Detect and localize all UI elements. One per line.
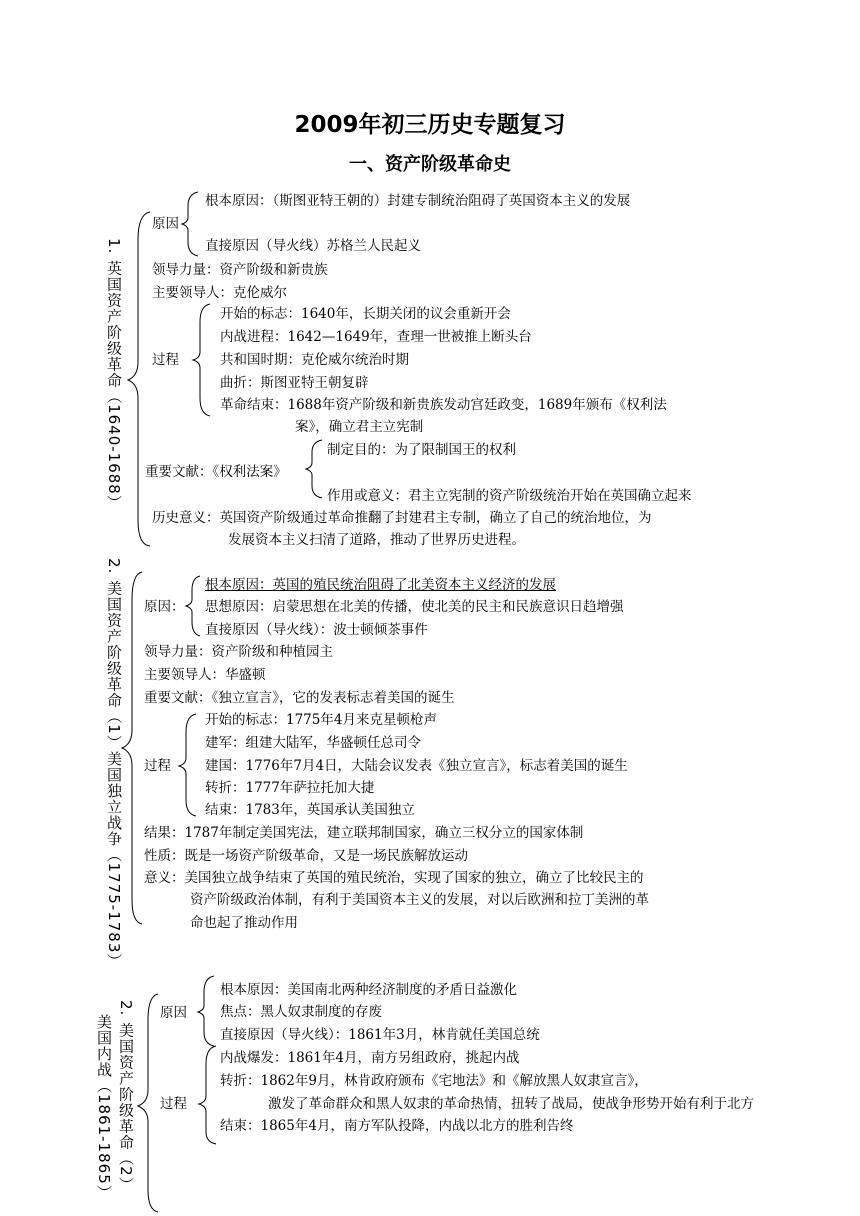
s2-process-label: 过程 [144,758,171,774]
s1-document-label: 重要文献：《权利法案》 [145,464,287,480]
s3-process-2a: 转折：1862年9月，林肯政府颁布《宅地法》和《解放黑人奴隶宣言》， [220,1073,648,1089]
s2-leader: 主要领导人：华盛顿 [144,667,266,683]
s1-document-purpose: 制定目的：为了限制国王的权利 [327,442,516,458]
s2-process-2: 建军：组建大陆军，华盛顿任总司令 [205,735,421,751]
s2-nature: 性质：既是一场资产阶级革命，又是一场民族解放运动 [144,848,468,864]
s2-cause-idea: 思想原因：启蒙思想在北美的传播，使北美的民主和民族意识日趋增强 [205,599,624,615]
s1-process-1: 开始的标志：1640年，长期关闭的议会重新开会 [220,306,511,322]
s3-process-2b: 激发了革命群众和黑人奴隶的革命热情，扭转了战局，使战争形势开始有利于北方 [268,1096,754,1112]
s1-cause-direct: 直接原因（导火线）苏格兰人民起义 [205,238,421,254]
page-title: 2009年初三历史专题复习 [294,112,566,138]
s2-significance-c: 命也起了推动作用 [190,915,298,931]
s3-cause-direct: 直接原因（导火线）：1861年3月，林肯就任美国总统 [220,1027,540,1043]
s1-process-5a: 革命结束：1688年资产阶级和新贵族发动宫廷政变，1689年颁布《权利法 [220,397,667,413]
s2-process-1: 开始的标志：1775年4月来克星顿枪声 [205,712,437,728]
s2-process-5: 结束：1783年，英国承认美国独立 [205,802,415,818]
section-3-side-label-b: 美国内战（1861-1865） [95,1014,113,1201]
s1-cause-root: 根本原因：（斯图亚特王朝的）封建专制统治阻碍了英国资本主义的发展 [205,193,631,209]
s2-cause-label: 原因： [144,599,185,615]
s2-result: 结果：1787年制定美国宪法，建立联邦制国家，确立三权分立的国家体制 [144,825,584,841]
s2-document: 重要文献：《独立宣言》，它的发表标志着美国的诞生 [144,690,455,706]
s1-process-3: 共和国时期：克伦威尔统治时期 [220,352,409,368]
s2-leader-force: 领导力量：资产阶级和种植园主 [144,644,333,660]
s2-process-3: 建国：1776年7月4日，大陆会议发表《独立宣言》，标志着美国的诞生 [205,758,628,774]
s1-process-label: 过程 [152,352,179,368]
s2-significance-a: 意义：美国独立战争结束了英国的殖民统治，实现了国家的独立，确立了比较民主的 [144,870,644,886]
section-3-side-label-a: 2. 美国资产阶级革命（2） [117,1000,135,1193]
s2-cause-root: 根本原因：英国的殖民统治阻碍了北美资本主义经济的发展 [205,577,556,593]
s1-significance-b: 发展资本主义扫清了道路，推动了世界历史进程。 [228,532,525,548]
s1-leader-force: 领导力量：资产阶级和新贵族 [152,262,328,278]
s3-process-1: 内战爆发：1861年4月，南方另组政府，挑起内战 [220,1050,520,1066]
s1-cause-label: 原因 [152,216,179,232]
s3-process-label: 过程 [160,1096,187,1112]
s1-leader: 主要领导人：克伦威尔 [152,285,287,301]
s1-process-4: 曲折：斯图亚特王朝复辟 [220,375,369,391]
section-heading: 一、资产阶级革命史 [349,154,511,175]
s3-process-3: 结束：1865年4月，南方军队投降，内战以北方的胜利告终 [220,1118,574,1134]
section-1-side-label: 1. 英国资产阶级革命（1640-1688） [105,238,123,511]
s1-significance-a: 历史意义：英国资产阶级通过革命推翻了封建君主专制，确立了自己的统治地位，为 [152,510,652,526]
s1-process-5b: 案》，确立君主立宪制 [295,419,424,435]
section-2-side-label: 2. 美国资产阶级革命（1）美国独立战争（1775-1783） [105,558,123,970]
s3-cause-root: 根本原因：美国南北两种经济制度的矛盾日益激化 [220,982,517,998]
s3-cause-label: 原因 [160,1005,187,1021]
s2-significance-b: 资产阶级政治体制，有利于美国资本主义的发展，对以后欧洲和拉丁美洲的革 [190,892,649,908]
s1-process-2: 内战进程：1642—1649年，查理一世被推上断头台 [220,329,532,345]
s1-document-effect: 作用或意义：君主立宪制的资产阶级统治开始在英国确立起来 [327,488,692,504]
s2-process-4: 转折：1777年萨拉托加大捷 [205,780,375,796]
s3-cause-focus: 焦点：黑人奴隶制度的存废 [220,1004,382,1020]
s2-cause-direct: 直接原因（导火线）：波士顿倾茶事件 [205,622,428,638]
